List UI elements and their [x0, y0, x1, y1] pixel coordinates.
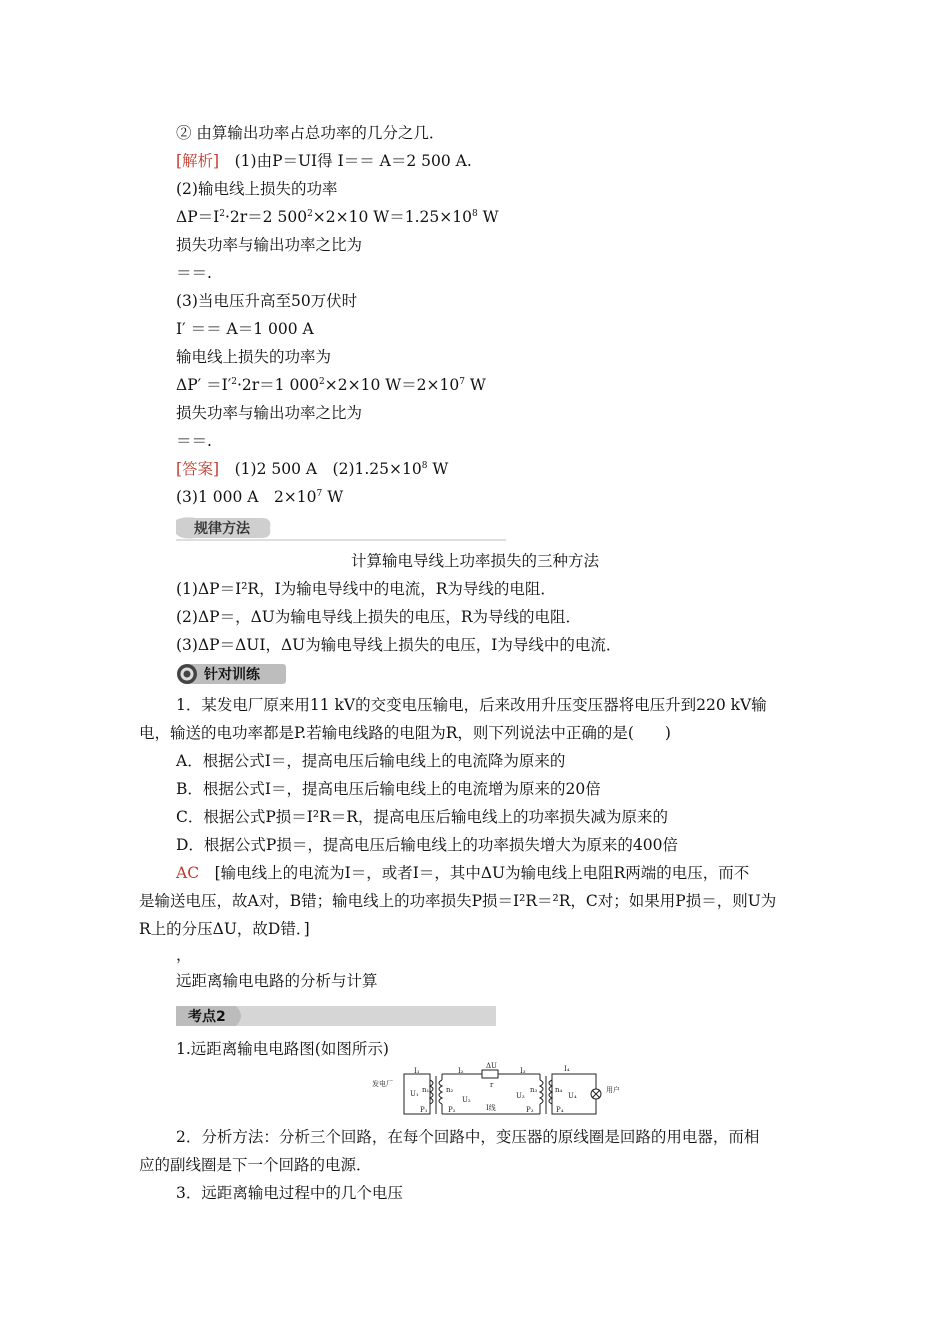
section-title: 远距离输电电路的分析与计算 — [176, 972, 378, 990]
svg-text:P₁: P₁ — [420, 1106, 428, 1114]
svg-text:r: r — [490, 1081, 494, 1089]
svg-text:U₄: U₄ — [568, 1092, 577, 1100]
option-d: D．根据公式P损＝，提高电压后输电线上的功率损失增大为原来的400倍 — [176, 836, 678, 854]
svg-text:n₂: n₂ — [446, 1086, 454, 1094]
text-line: ② 由算输出功率占总功率的几分之几． — [176, 124, 445, 142]
method-item: (1)ΔP＝I²R，I为输电导线中的电流，R为导线的电阻． — [176, 580, 556, 598]
source-label: 发电厂 — [372, 1080, 393, 1088]
question-stem: 1．某发电厂原来用11 kV的交变电压输电，后来改用升压变压器将电压升到220 kV输 — [176, 696, 767, 714]
user-label: 用户 — [606, 1086, 620, 1094]
separator-comma: ， — [176, 946, 192, 964]
answer-explanation: AC [输电线上的电流为I＝，或者I＝，其中ΔU为输电线上电阻R两端的电压，而不 — [176, 864, 750, 882]
svg-text:I₃: I₃ — [520, 1067, 526, 1075]
text-line: 损失功率与输出功率之比为 — [176, 404, 363, 422]
transmission-circuit-diagram — [370, 1062, 620, 1122]
formula-line: $\Delta P=I^2\cdot 2r=2$ $500^2\times 2\times 10$ $W=1.25\times 10^8$ W — [176, 208, 499, 226]
text-line: I′ ＝＝ A＝1 000 A — [176, 320, 314, 338]
text-line: ＝＝. — [176, 432, 212, 450]
answer-explanation: R上的分压ΔU，故D错．] — [139, 920, 310, 938]
answer-explanation: 是输送电压，故A对，B错；输电线上的功率损失P损＝I²R＝²R，C对；如果用P损＝，则U为 — [139, 892, 777, 910]
analysis-line: [解析] (1)由P＝UI得 I＝＝ A＝2 500 A. — [176, 152, 472, 170]
text-line: (3)当电压升高至50万伏时 — [176, 292, 358, 310]
text-line: (2)输电线上损失的功率 — [176, 180, 338, 198]
formula-line: $\Delta P' =I'^2\cdot 2r=1$ $000^2\times 2\times 10$ $W=2\times 10^7$ W — [176, 376, 486, 394]
answer-key: AC — [176, 864, 200, 882]
analysis-tag: [解析] — [176, 152, 220, 170]
svg-text:P₃: P₃ — [526, 1106, 534, 1114]
text-line: 1.远距离输电电路图(如图所示) — [176, 1040, 389, 1058]
text-line: 损失功率与输出功率之比为 — [176, 236, 363, 254]
question-stem: 电，输送的电功率都是P.若输电线路的电阻为R，则下列说法中正确的是( ) — [139, 724, 671, 742]
svg-text:ΔU: ΔU — [486, 1062, 497, 1070]
answer-tag: [答案] — [176, 460, 220, 478]
option-c: C．根据公式P损＝I²R＝R，提高电压后输电线上的功率损失减为原来的 — [176, 808, 668, 826]
method-banner — [176, 516, 506, 540]
answer-line: (3)1 000 A $2\times 10^7$ W — [176, 488, 344, 506]
kaodian-banner — [176, 1004, 496, 1028]
text-line: 输电线上损失的功率为 — [176, 348, 332, 366]
svg-text:n₄: n₄ — [555, 1086, 563, 1094]
practice-banner — [176, 662, 286, 686]
svg-text:n₃: n₃ — [530, 1086, 538, 1094]
svg-text:I₁: I₁ — [414, 1067, 420, 1075]
svg-text:I₄: I₄ — [564, 1065, 570, 1073]
svg-text:U₁: U₁ — [410, 1090, 419, 1098]
method-banner-label: 规律方法 — [194, 521, 250, 537]
svg-text:U₃: U₃ — [516, 1092, 525, 1100]
svg-text:I₂: I₂ — [458, 1067, 464, 1075]
method-item: (3)ΔP＝ΔUI，ΔU为输电导线上损失的电压，I为导线中的电流． — [176, 636, 622, 654]
svg-text:U₂: U₂ — [462, 1096, 471, 1104]
text-line: 2．分析方法：分析三个回路，在每个回路中，变压器的原线圈是回路的用电器，而相 — [176, 1128, 760, 1146]
option-b: B．根据公式I＝，提高电压后输电线上的电流增为原来的20倍 — [176, 780, 601, 798]
method-title: 计算输电导线上功率损失的三种方法 — [350, 552, 599, 570]
practice-banner-label: 针对训练 — [204, 667, 260, 683]
svg-text:n₁: n₁ — [422, 1086, 430, 1094]
svg-text:P₂: P₂ — [448, 1106, 456, 1114]
svg-text:P₄: P₄ — [556, 1106, 564, 1114]
kaodian-banner-label: 考点2 — [188, 1009, 226, 1025]
svg-text:I线: I线 — [486, 1104, 496, 1112]
text-line: 应的副线圈是下一个回路的电源． — [139, 1156, 372, 1174]
text-line: 3．远距离输电过程中的几个电压 — [176, 1184, 403, 1202]
option-a: A．根据公式I＝，提高电压后输电线上的电流降为原来的 — [176, 752, 566, 770]
text-line: ＝＝. — [176, 264, 212, 282]
method-item: (2)ΔP＝，ΔU为输电导线上损失的电压，R为导线的电阻． — [176, 608, 582, 626]
answer-line: [答案] (1)2 500 A $(2)1.25\times 10^8$ W — [176, 460, 449, 478]
